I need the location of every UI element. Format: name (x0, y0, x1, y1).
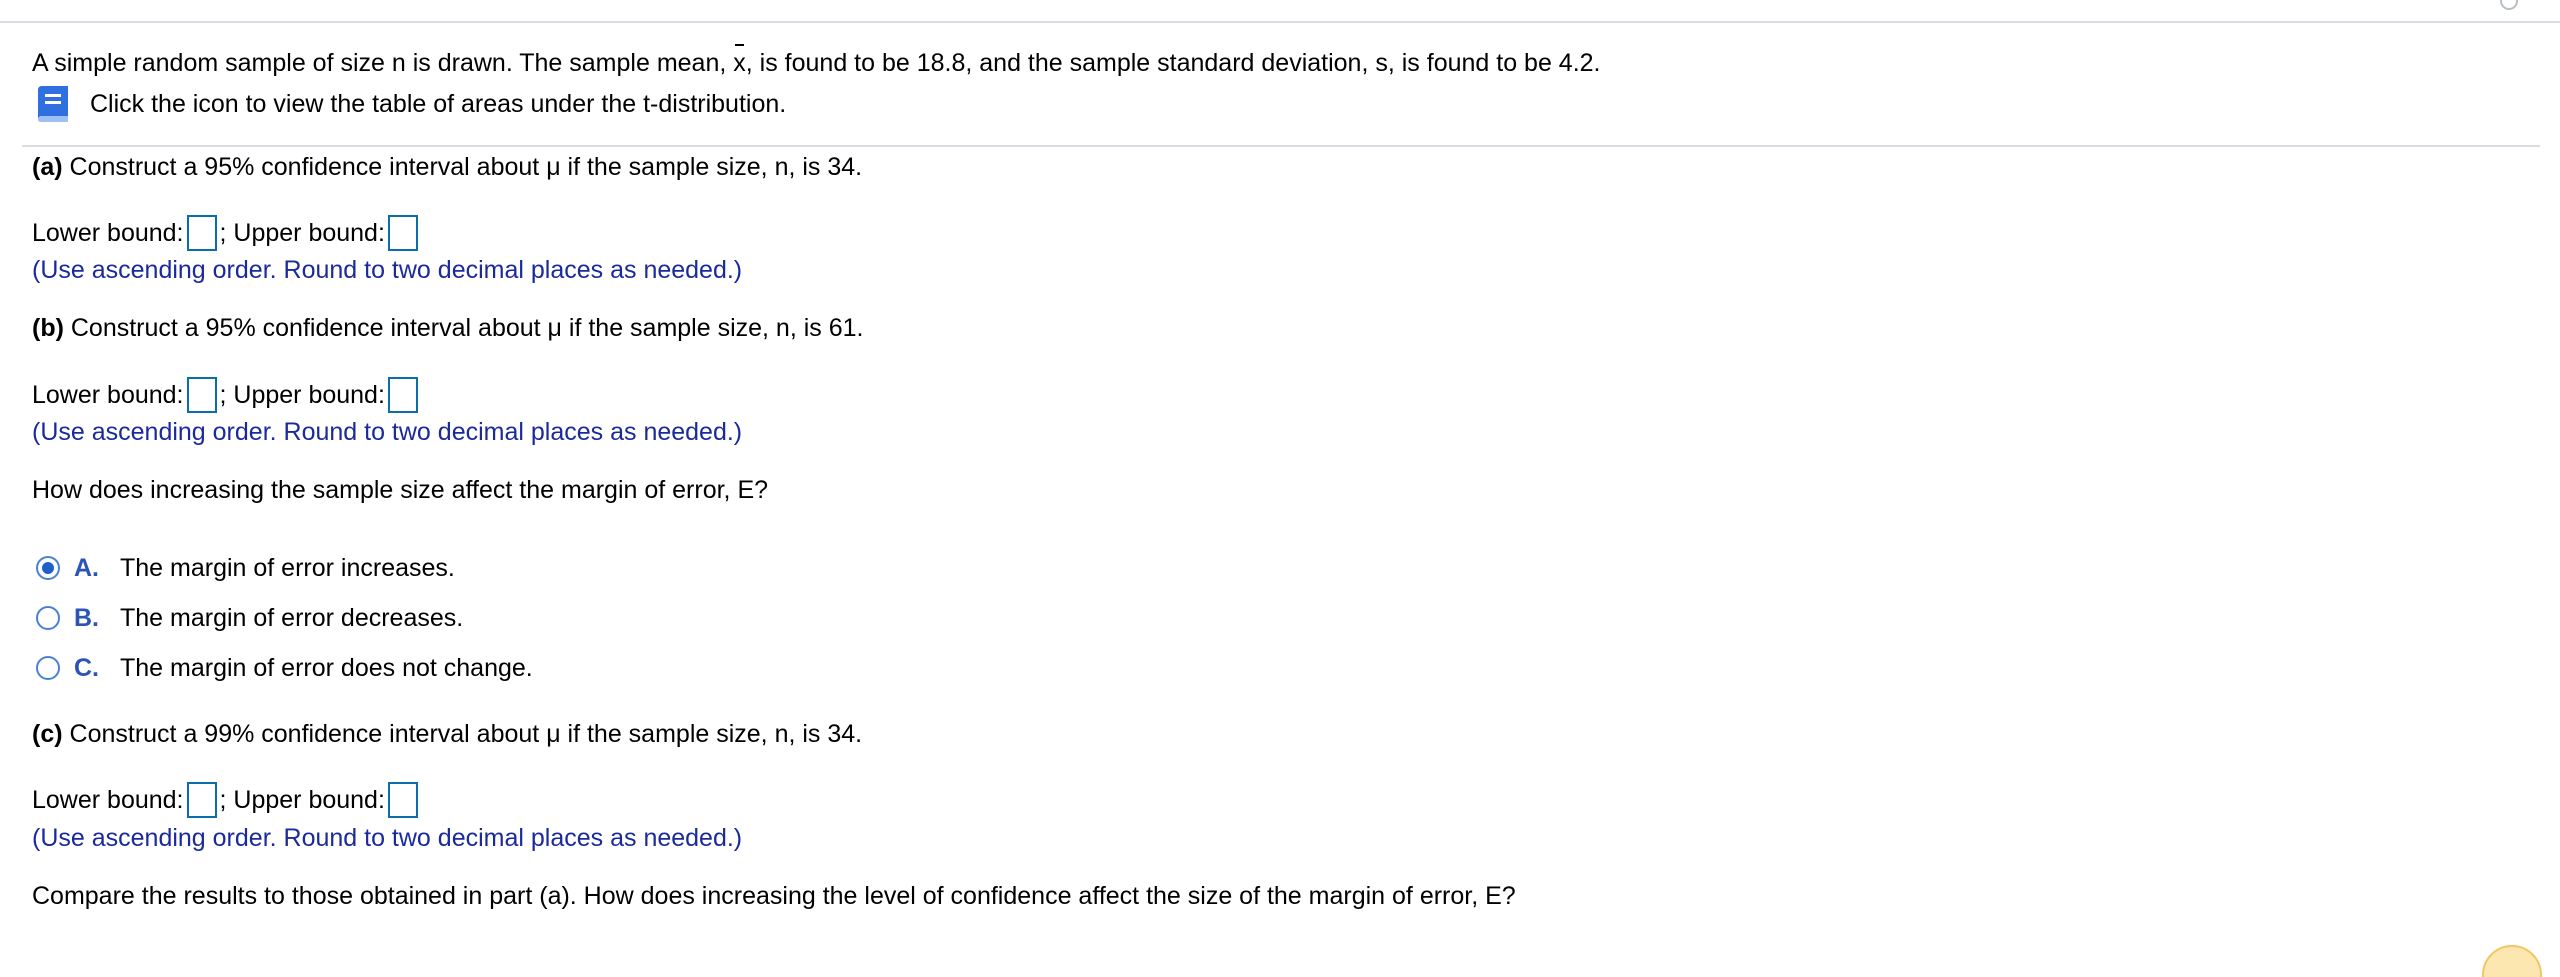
part-a-prompt-text: Construct a 95% confidence interval about μ if the sample size, n, is 34. (69, 153, 863, 181)
part-a-upper-label: ; Upper bound: (219, 219, 385, 247)
part-c-upper-bound-input[interactable] (388, 782, 418, 818)
part-c-bounds-row (32, 782, 421, 818)
part-a-upper-bound-input[interactable] (388, 215, 418, 251)
help-bubble-icon[interactable] (2500, 0, 2518, 10)
part-c-hint: (Use ascending order. Round to two decimal places as needed.) (32, 824, 743, 852)
choice-b-radio[interactable] (36, 606, 60, 630)
part-b-prompt-text: Construct a 95% confidence interval about μ if the sample size, n, is 61. (70, 314, 864, 342)
part-b-label: (b) (32, 314, 64, 342)
part-a-label: (a) (32, 153, 63, 181)
book-icon[interactable] (32, 84, 76, 124)
part-b-upper-label: ; Upper bound: (219, 381, 385, 409)
part-b-prompt (32, 313, 863, 343)
problem-statement (32, 48, 1601, 78)
choice-b[interactable] (36, 603, 463, 633)
part-c-upper-label: ; Upper bound: (219, 786, 385, 814)
choice-b-text: The margin of error decreases. (120, 604, 464, 632)
choice-a-radio[interactable] (36, 556, 60, 580)
choice-a[interactable] (36, 553, 455, 583)
compare-question: Compare the results to those obtained in part (a). How does increasing the level of confidence affect the size of the margin of error, E? (32, 882, 1516, 910)
t-table-link-text[interactable]: Click the icon to view the table of areas under the t-distribution. (90, 90, 787, 118)
choice-c-radio[interactable] (36, 656, 60, 680)
corner-help-icon[interactable] (2482, 945, 2542, 977)
choice-a-letter: A. (74, 554, 99, 582)
part-c-lower-label: Lower bound: (32, 786, 184, 814)
part-a-bounds-row (32, 215, 421, 251)
choice-b-letter: B. (74, 604, 99, 632)
choice-c-text: The margin of error does not change. (120, 654, 533, 682)
sample-mean-symbol: x (733, 49, 746, 77)
choice-c[interactable] (36, 653, 533, 683)
part-b-lower-bound-input[interactable] (187, 377, 217, 413)
part-c-lower-bound-input[interactable] (187, 782, 217, 818)
intro-text-start: A simple random sample of size n is drawn. The sample mean, (32, 49, 727, 77)
part-a-prompt (32, 152, 862, 182)
part-a-hint: (Use ascending order. Round to two decimal places as needed.) (32, 256, 743, 284)
choice-a-text: The margin of error increases. (120, 554, 455, 582)
part-b-upper-bound-input[interactable] (388, 377, 418, 413)
part-b-lower-label: Lower bound: (32, 381, 184, 409)
part-c-label: (c) (32, 720, 63, 748)
part-c-prompt (32, 719, 862, 749)
section-divider (22, 145, 2540, 147)
choice-c-letter: C. (74, 654, 99, 682)
margin-question: How does increasing the sample size affect the margin of error, E? (32, 476, 769, 504)
t-table-link-row (32, 84, 786, 124)
part-b-bounds-row (32, 377, 421, 413)
part-b-hint: (Use ascending order. Round to two decimal places as needed.) (32, 418, 743, 446)
part-c-prompt-text: Construct a 99% confidence interval about μ if the sample size, n, is 34. (69, 720, 863, 748)
part-a-lower-label: Lower bound: (32, 219, 184, 247)
top-divider (0, 21, 2560, 23)
intro-text-end: , is found to be 18.8, and the sample standard deviation, s, is found to be 4.2. (745, 49, 1601, 77)
part-a-lower-bound-input[interactable] (187, 215, 217, 251)
